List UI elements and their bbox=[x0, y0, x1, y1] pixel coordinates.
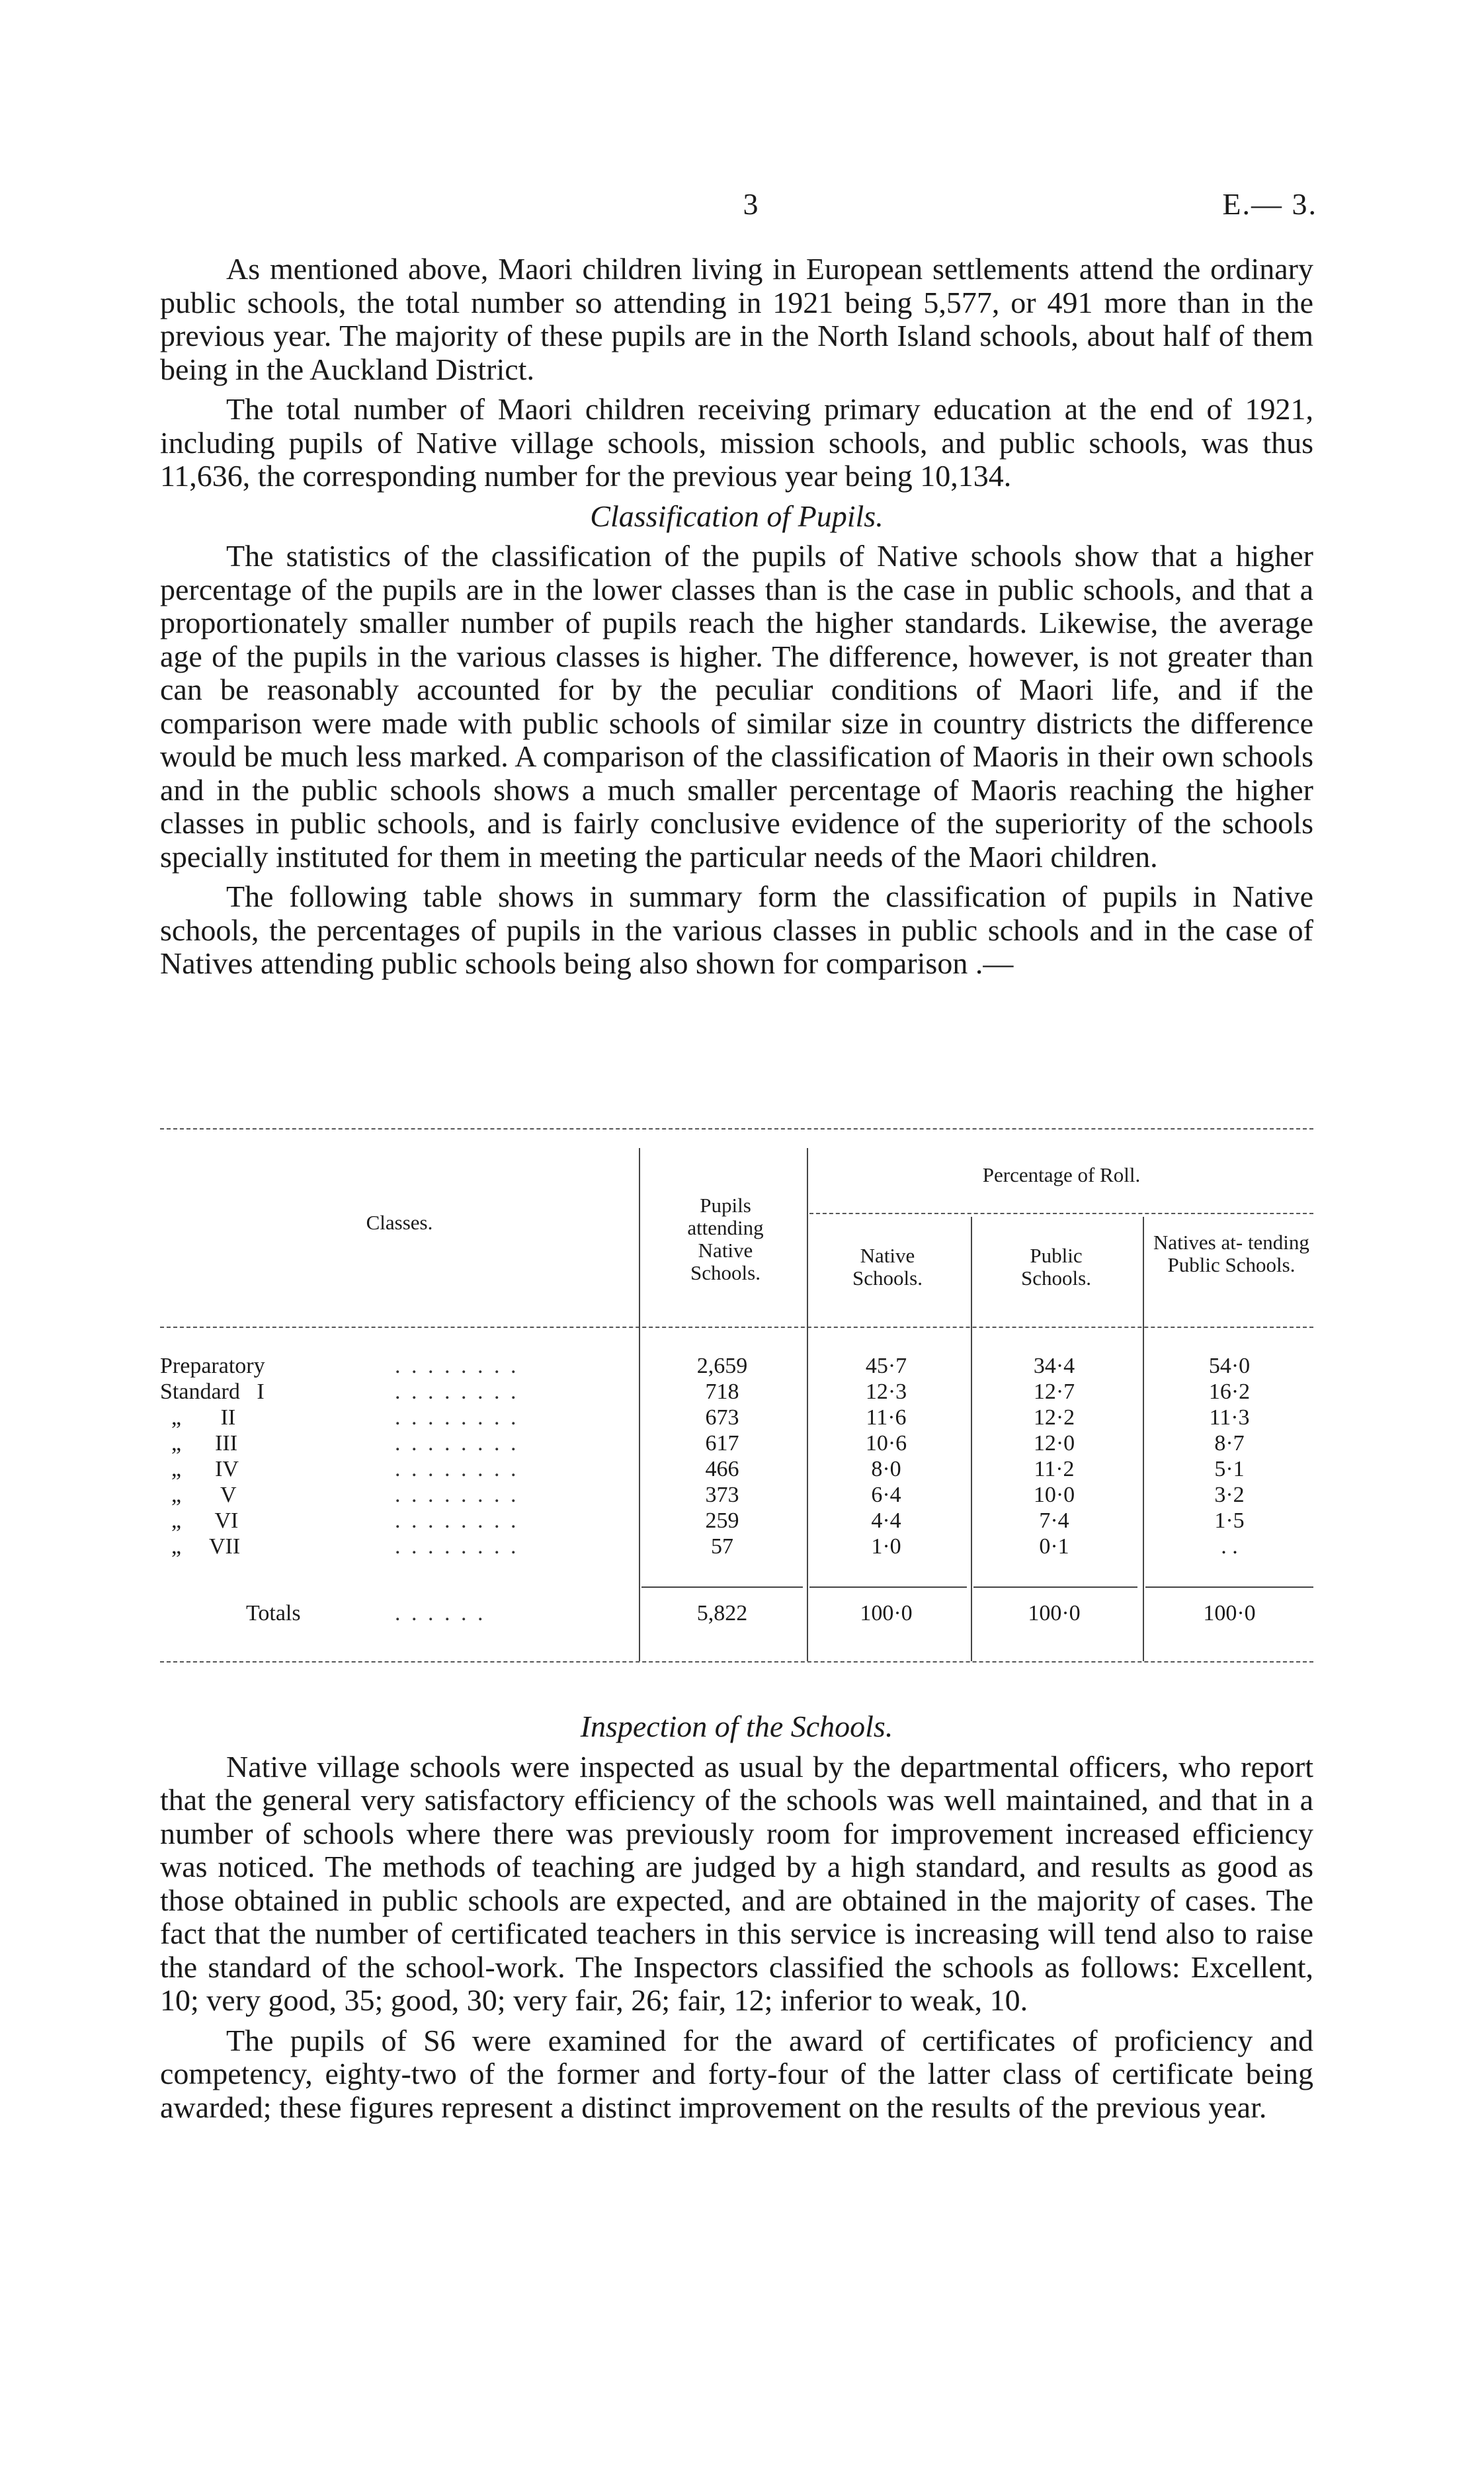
class-label: „ II bbox=[160, 1405, 236, 1430]
paragraph: The pupils of S6 were examined for the award of certificates of proficiency and competency, eighty-two of the former and forty-four of the latter class of certificate being awarded; these figures represent a distinct improvement on the results of the previous year. bbox=[160, 2023, 1313, 2124]
total-public-schools: 100·0 bbox=[1028, 1601, 1081, 1625]
table-row bbox=[160, 1405, 1313, 1430]
total-natives-public: 100·0 bbox=[1203, 1601, 1256, 1625]
native-schools-value: 45·7 bbox=[865, 1354, 907, 1378]
native-schools-value: 11·6 bbox=[866, 1405, 907, 1430]
leader-dots: . . . . . . . . bbox=[395, 1431, 519, 1456]
natives-public-value: 3·2 bbox=[1214, 1483, 1245, 1507]
public-schools-value: 34·4 bbox=[1033, 1354, 1075, 1378]
paragraph: As mentioned above, Maori children living in European settlements attend the ordinary public schools, the total number so attending in 1921 being 5,577, or 491 more than in the previous year. The majority of these pupils are in the North Island schools, about half of them being in the Auckland District. bbox=[160, 252, 1313, 386]
percentage-header-rule bbox=[809, 1213, 1313, 1214]
public-schools-value: 7·4 bbox=[1039, 1508, 1069, 1533]
table-row bbox=[160, 1456, 1313, 1482]
natives-public-value: . . bbox=[1221, 1534, 1238, 1559]
class-label: „ IV bbox=[160, 1457, 239, 1481]
class-label: Standard I bbox=[160, 1379, 265, 1404]
table-top-rule bbox=[160, 1128, 1313, 1130]
leader-dots: . . . . . . . . bbox=[395, 1457, 519, 1481]
natives-public-value: 54·0 bbox=[1208, 1354, 1251, 1378]
leader-dots: . . . . . . . . bbox=[395, 1483, 519, 1507]
pupils-value: 718 bbox=[705, 1379, 739, 1404]
paragraph: The statistics of the classification of the pupils of Native schools show that a higher percentage of the pupils are in the lower classes than is the case in public schools, and that a proportionately smaller number of pupils reach the higher standards. Likewise, the average age of the pupils in the various classes is higher. The difference, however, is not greater than can be reasonably accounted for by the peculiar conditions of Maori life, and if the comparison were made with public schools of similar size in country districts the difference would be much less marked. A comparison of the classification of Maoris in their own schools and in the public schools shows a much smaller percentage of Maoris reaching the higher classes in public schools, and is fairly conclusive evidence of the superiority of the schools specially instituted for them in meeting the particular needs of the Maori children. bbox=[160, 539, 1313, 874]
natives-public-value: 1·5 bbox=[1214, 1508, 1245, 1533]
section-heading-inspection: Inspection of the Schools. bbox=[580, 1709, 893, 1743]
section-heading-classification: Classification of Pupils. bbox=[590, 499, 884, 533]
native-schools-value: 1·0 bbox=[871, 1534, 901, 1559]
public-schools-value: 12·0 bbox=[1033, 1431, 1075, 1456]
public-schools-value: 0·1 bbox=[1039, 1534, 1069, 1559]
totals-rule-pupils bbox=[641, 1586, 803, 1588]
class-label: „ VII bbox=[160, 1534, 241, 1559]
upper-text-block bbox=[160, 253, 1313, 987]
native-schools-value: 6·4 bbox=[871, 1483, 901, 1507]
native-schools-value: 12·3 bbox=[865, 1379, 907, 1404]
table-row bbox=[160, 1379, 1313, 1405]
public-schools-value: 10·0 bbox=[1033, 1483, 1075, 1507]
paragraph: The total number of Maori children receiving primary education at the end of 1921, including pupils of Native village schools, mission schools, and public schools, was thus 11,636, the corresponding number for the previous year being 10,134. bbox=[160, 392, 1313, 493]
classification-table bbox=[160, 1128, 1313, 1665]
native-schools-value: 4·4 bbox=[871, 1508, 901, 1533]
public-schools-value: 11·2 bbox=[1034, 1457, 1075, 1481]
leader-dots: . . . . . . . . bbox=[395, 1508, 519, 1533]
totals-label: Totals bbox=[246, 1601, 301, 1625]
public-schools-value: 12·2 bbox=[1033, 1405, 1075, 1430]
header-natives-attending-public: Natives at- tending Public Schools. bbox=[1153, 1231, 1309, 1276]
pupils-value: 617 bbox=[705, 1431, 739, 1456]
class-label: Preparatory bbox=[160, 1354, 265, 1378]
header-native-schools: Native Schools. bbox=[852, 1244, 923, 1290]
natives-public-value: 8·7 bbox=[1214, 1431, 1245, 1456]
totals-row bbox=[160, 1600, 1313, 1626]
native-schools-value: 8·0 bbox=[871, 1457, 901, 1481]
table-row bbox=[160, 1353, 1313, 1379]
pupils-value: 259 bbox=[705, 1508, 739, 1533]
totals-rule-public bbox=[973, 1586, 1137, 1588]
leader-dots: . . . . . . . . bbox=[395, 1534, 519, 1559]
class-label: „ V bbox=[160, 1483, 237, 1507]
total-native-schools: 100·0 bbox=[860, 1601, 913, 1625]
table-row bbox=[160, 1534, 1313, 1559]
header-pupils: Pupils attending Native Schools. bbox=[687, 1194, 764, 1284]
total-pupils: 5,822 bbox=[696, 1601, 748, 1625]
table-bottom-rule bbox=[160, 1661, 1313, 1663]
table-row bbox=[160, 1482, 1313, 1508]
paragraph: Native village schools were inspected as usual by the departmental officers, who report that the general very satisfactory efficiency of the schools was well maintained, and that in a number of schools where there was previously room for improvement increased efficiency was noticed. The methods of teaching are judged by a high standard, and results as good as those obtained in public schools are expected, and are obtained in the majority of cases. The fact that the number of certificated teachers in this service is increasing will tend also to raise the standard of the school-work. The Inspectors classified the schools as follows: Excellent, 10; very good, 35; good, 30; very fair, 26; fair, 12; inferior to weak, 10. bbox=[160, 1749, 1313, 2017]
leader-dots: . . . . . . . . bbox=[395, 1354, 519, 1378]
header-percentage: Percentage of Roll. bbox=[982, 1163, 1141, 1186]
class-label: „ VI bbox=[160, 1508, 239, 1533]
leader-dots: . . . . . . . . bbox=[395, 1379, 519, 1404]
totals-rule-natives-public bbox=[1145, 1586, 1313, 1588]
pupils-value: 466 bbox=[705, 1457, 739, 1481]
totals-rule-native bbox=[809, 1586, 967, 1588]
pupils-value: 57 bbox=[711, 1534, 733, 1559]
page-number: 3 bbox=[743, 187, 759, 221]
lower-text-block bbox=[160, 1707, 1313, 2131]
class-label: „ III bbox=[160, 1431, 238, 1456]
public-schools-value: 12·7 bbox=[1033, 1379, 1075, 1404]
leader-dots: . . . . . . . . bbox=[395, 1405, 519, 1430]
pupils-value: 373 bbox=[705, 1483, 739, 1507]
native-schools-value: 10·6 bbox=[865, 1431, 907, 1456]
natives-public-value: 16·2 bbox=[1208, 1379, 1251, 1404]
table-row bbox=[160, 1430, 1313, 1456]
table-row bbox=[160, 1508, 1313, 1534]
document-reference: E.— 3. bbox=[1222, 187, 1317, 221]
natives-public-value: 5·1 bbox=[1214, 1457, 1245, 1481]
pupils-value: 2,659 bbox=[696, 1354, 748, 1378]
paragraph: The following table shows in summary form the classification of pupils in Native schools, the percentages of pupils in the various classes in public schools and in the case of Natives attending public schools being also shown for comparison .— bbox=[160, 880, 1313, 980]
natives-public-value: 11·3 bbox=[1209, 1405, 1250, 1430]
leader-dots: . . . . . . bbox=[395, 1601, 486, 1625]
header-classes: Classes. bbox=[366, 1211, 433, 1234]
pupils-value: 673 bbox=[705, 1405, 739, 1430]
header-public-schools: Public Schools. bbox=[1021, 1244, 1091, 1290]
header-bottom-rule bbox=[160, 1327, 1313, 1328]
